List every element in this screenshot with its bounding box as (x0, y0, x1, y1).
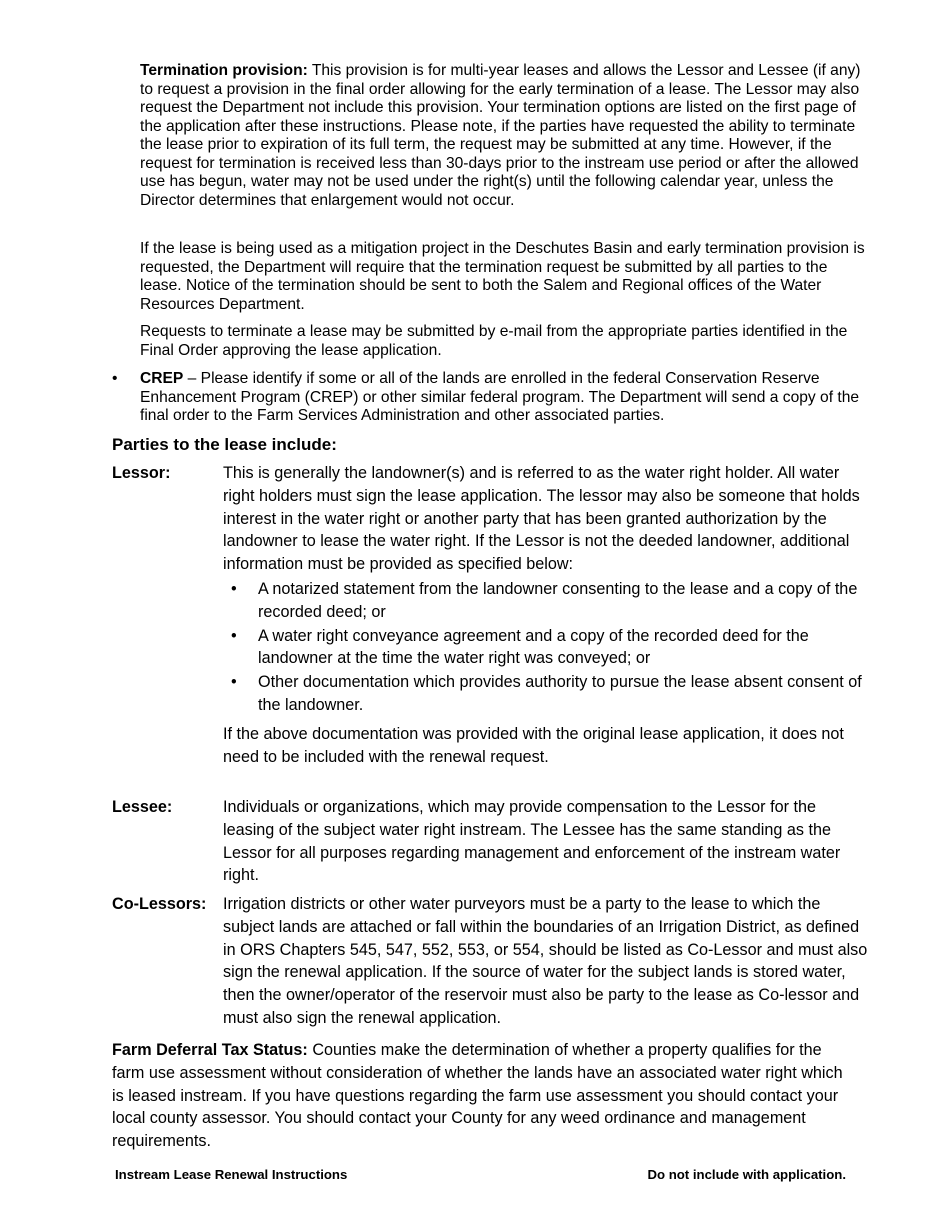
lessor-label: Lessor: (112, 464, 171, 482)
lessee-label: Lessee: (112, 798, 173, 816)
footer-notice: Do not include with application. (647, 1167, 846, 1182)
crep-text-block (140, 370, 870, 426)
list-item (223, 671, 868, 717)
farm-deferral-text: Counties make the determination of whether a property qualifies for the farm use assessment without consideration of whether the lands have an associated water right which is leased instream. If you have questions regarding the farm use assessment you should contact your local county assessor. You should contact your County for any weed ordinance and management requirements. (112, 1041, 843, 1151)
termination-label: Termination provision: (140, 62, 308, 79)
list-item-text: Other documentation which provides authority to pursue the lease absent consent of the landowner. (258, 673, 862, 714)
email-request-section (140, 323, 865, 360)
crep-label: CREP (140, 370, 184, 387)
list-item (223, 625, 868, 671)
bullet-icon: • (231, 626, 237, 645)
co-lessors-label: Co-Lessors: (112, 895, 207, 913)
email-request-paragraph: Requests to terminate a lease may be submitted by e-mail from the appropriate parties identified in the Final Order approving the lease application. (140, 323, 848, 359)
lessee-body (223, 796, 868, 887)
lessor-body (223, 462, 868, 768)
farm-deferral-paragraph (112, 1039, 847, 1153)
farm-deferral-section (112, 1039, 847, 1153)
lessor-closing-text: If the above documentation was provided with the original lease application, it does not need to be included with the renewal request. (223, 724, 844, 766)
termination-paragraph (140, 62, 865, 210)
co-lessors-body (223, 893, 868, 1030)
list-item-text: A notarized statement from the landowner consenting to the lease and a copy of the recorded deed; or (258, 579, 858, 621)
parties-heading: Parties to the lease include: (112, 435, 337, 454)
mitigation-section (140, 240, 865, 314)
bullet-icon: • (112, 370, 118, 387)
footer-document-title: Instream Lease Renewal Instructions (115, 1167, 348, 1182)
farm-deferral-label: Farm Deferral Tax Status: (112, 1041, 308, 1059)
list-item (223, 578, 868, 624)
lessee-text: Individuals or organizations, which may provide compensation to the Lessor for the leasing of the subject water right instream. The Lessee has the same standing as the Lessor for all purposes regarding management and enforcement of the instream water right. (223, 798, 841, 885)
bullet-icon: • (231, 579, 237, 598)
co-lessors-text: Irrigation districts or other water purveyors must be a party to the lease to which the subject lands are attached or fall within the boundaries of an Irrigation District, as defined in ORS Chapters 545, 547, 552, 553, or 554, should be listed as Co-Lessor and must also sign the renewal application. If the source of water for the subject lands is stored water, then the owner/operator of the reservoir must also be party to the lease as Co-lessor and must also sign the renewal application. (223, 895, 868, 1027)
termination-section (140, 62, 865, 210)
lessor-text: This is generally the landowner(s) and is referred to as the water right holder. All water right holders must sign the lease application. The lessor may also be someone that holds interest in the water right or another party that has been granted authorization by the landowner to lease the water right. If the Lessor is not the deeded landowner, additional information must be provided as specified below: (223, 464, 860, 574)
bullet-icon: • (231, 673, 237, 692)
lessor-requirements-list (223, 578, 868, 717)
crep-text: – Please identify if some or all of the lands are enrolled in the federal Conservation Reserve Enhancement Program (CREP) or other similar federal program. The Department will send a copy of the final order to the Farm Services Administration and other associated parties. (140, 370, 860, 424)
termination-text: This provision is for multi-year leases and allows the Lessor and Lessee (if any) to request a provision in the final order allowing for the early termination of a lease. The Lessor may also request the Department not include this provision. Your termination options are listed on the first page of the application after these instructions. Please note, if the parties have requested the ability to terminate the lease prior to expiration of its full term, the request may be submitted at any time. However, if the request for termination is received less than 30-days prior to the instream use period or after the allowed use has begun, water may not be used under the right(s) until the following calendar year, unless the Director determines that enlargement would not occur. (140, 62, 861, 209)
mitigation-paragraph: If the lease is being used as a mitigation project in the Deschutes Basin and early termination provision is requested, the Department will require that the termination request be submitted by all parties to the lease. Notice of the termination should be sent to both the Salem and Regional offices of the Water Resources Department. (140, 240, 865, 313)
list-item-text: A water right conveyance agreement and a copy of the recorded deed for the landowner at the time the water right was conveyed; or (258, 626, 809, 668)
